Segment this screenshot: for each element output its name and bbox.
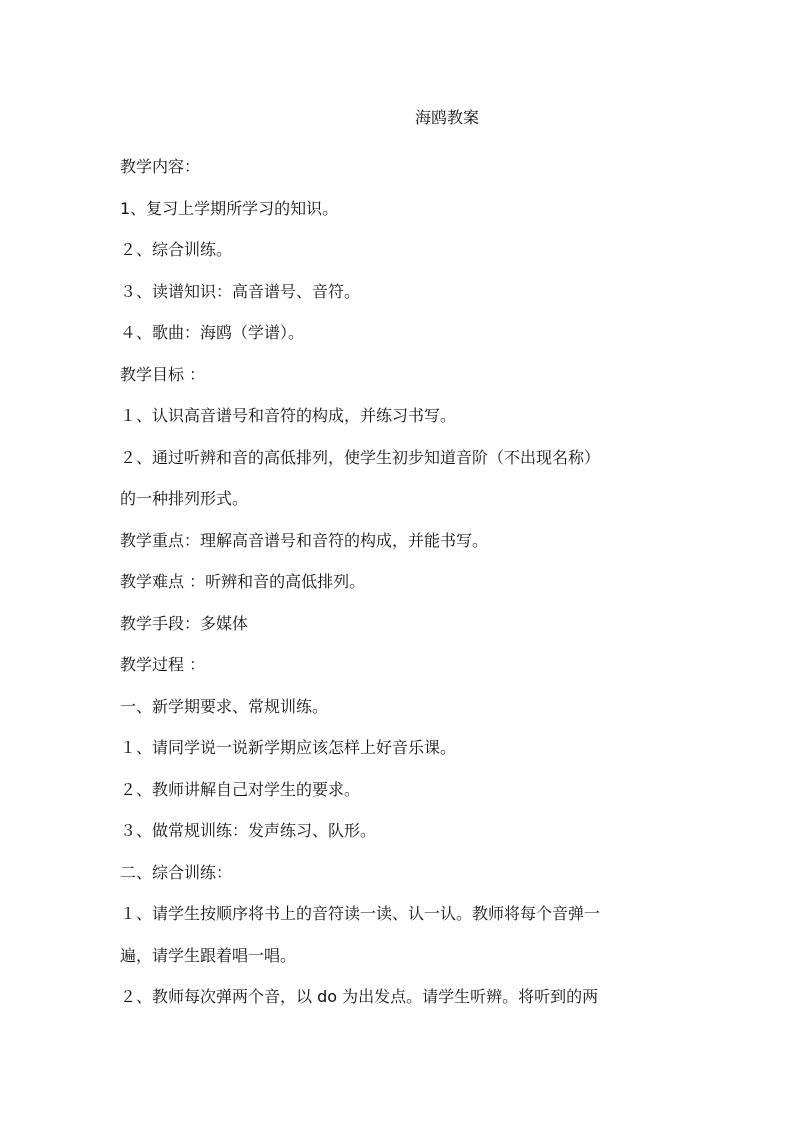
content-item-4: ４、歌曲：海鸥（学谱）。 [120,323,305,342]
section-heading-content: 教学内容： [120,157,201,176]
process-1-item-3: ３、做常规训练：发声练习、队形。 [120,821,377,840]
section-heading-goals: 教学目标 ： [120,364,206,384]
content-item-3: ３、读谱知识：高音谱号、音符。 [120,281,361,301]
key-point: 教学重点：理解高音谱号和音符的构成，并能书写。 [120,530,489,550]
content-item-1: 1、复习上学期所学习的知识。 [120,198,339,218]
section-heading-process: 教学过程 ： [120,655,206,674]
document-body [120,146,690,1018]
process-2-item-2: ２、教师每次弹两个音，以 do 为出发点。请学生听辨。将听到的两 [120,987,599,1006]
process-1-item-2: ２、教师讲解自己对学生的要求。 [120,779,361,799]
goal-item-2-continued: 的一种排列形式。 [120,489,249,508]
difficult-point: 教学难点 ：听辨和音的高低排列。 [120,572,366,591]
process-2-item-1: １、请学生按顺序将书上的音符读一读、认一认。教师将每个音弹一 [120,904,601,923]
teaching-method: 教学手段：多媒体 [120,613,249,633]
document-title: 海鸥教案 [414,108,479,127]
process-1-item-1: １、请同学说一说新学期应该怎样上好音乐课。 [120,738,457,757]
process-part-2: 二、综合训练： [120,862,233,882]
goal-item-1: １、认识高音谱号和音符的构成，并练习书写。 [120,406,457,425]
process-2-item-1-continued: 遍，请学生跟着唱一唱。 [120,945,297,965]
process-part-1: 一、新学期要求、常规训练。 [120,696,329,716]
goal-item-2: ２、通过听辨和音的高低排列，使学生初步知道音阶（不出现名称） [120,447,601,467]
content-item-2: ２、综合训练。 [120,240,233,259]
